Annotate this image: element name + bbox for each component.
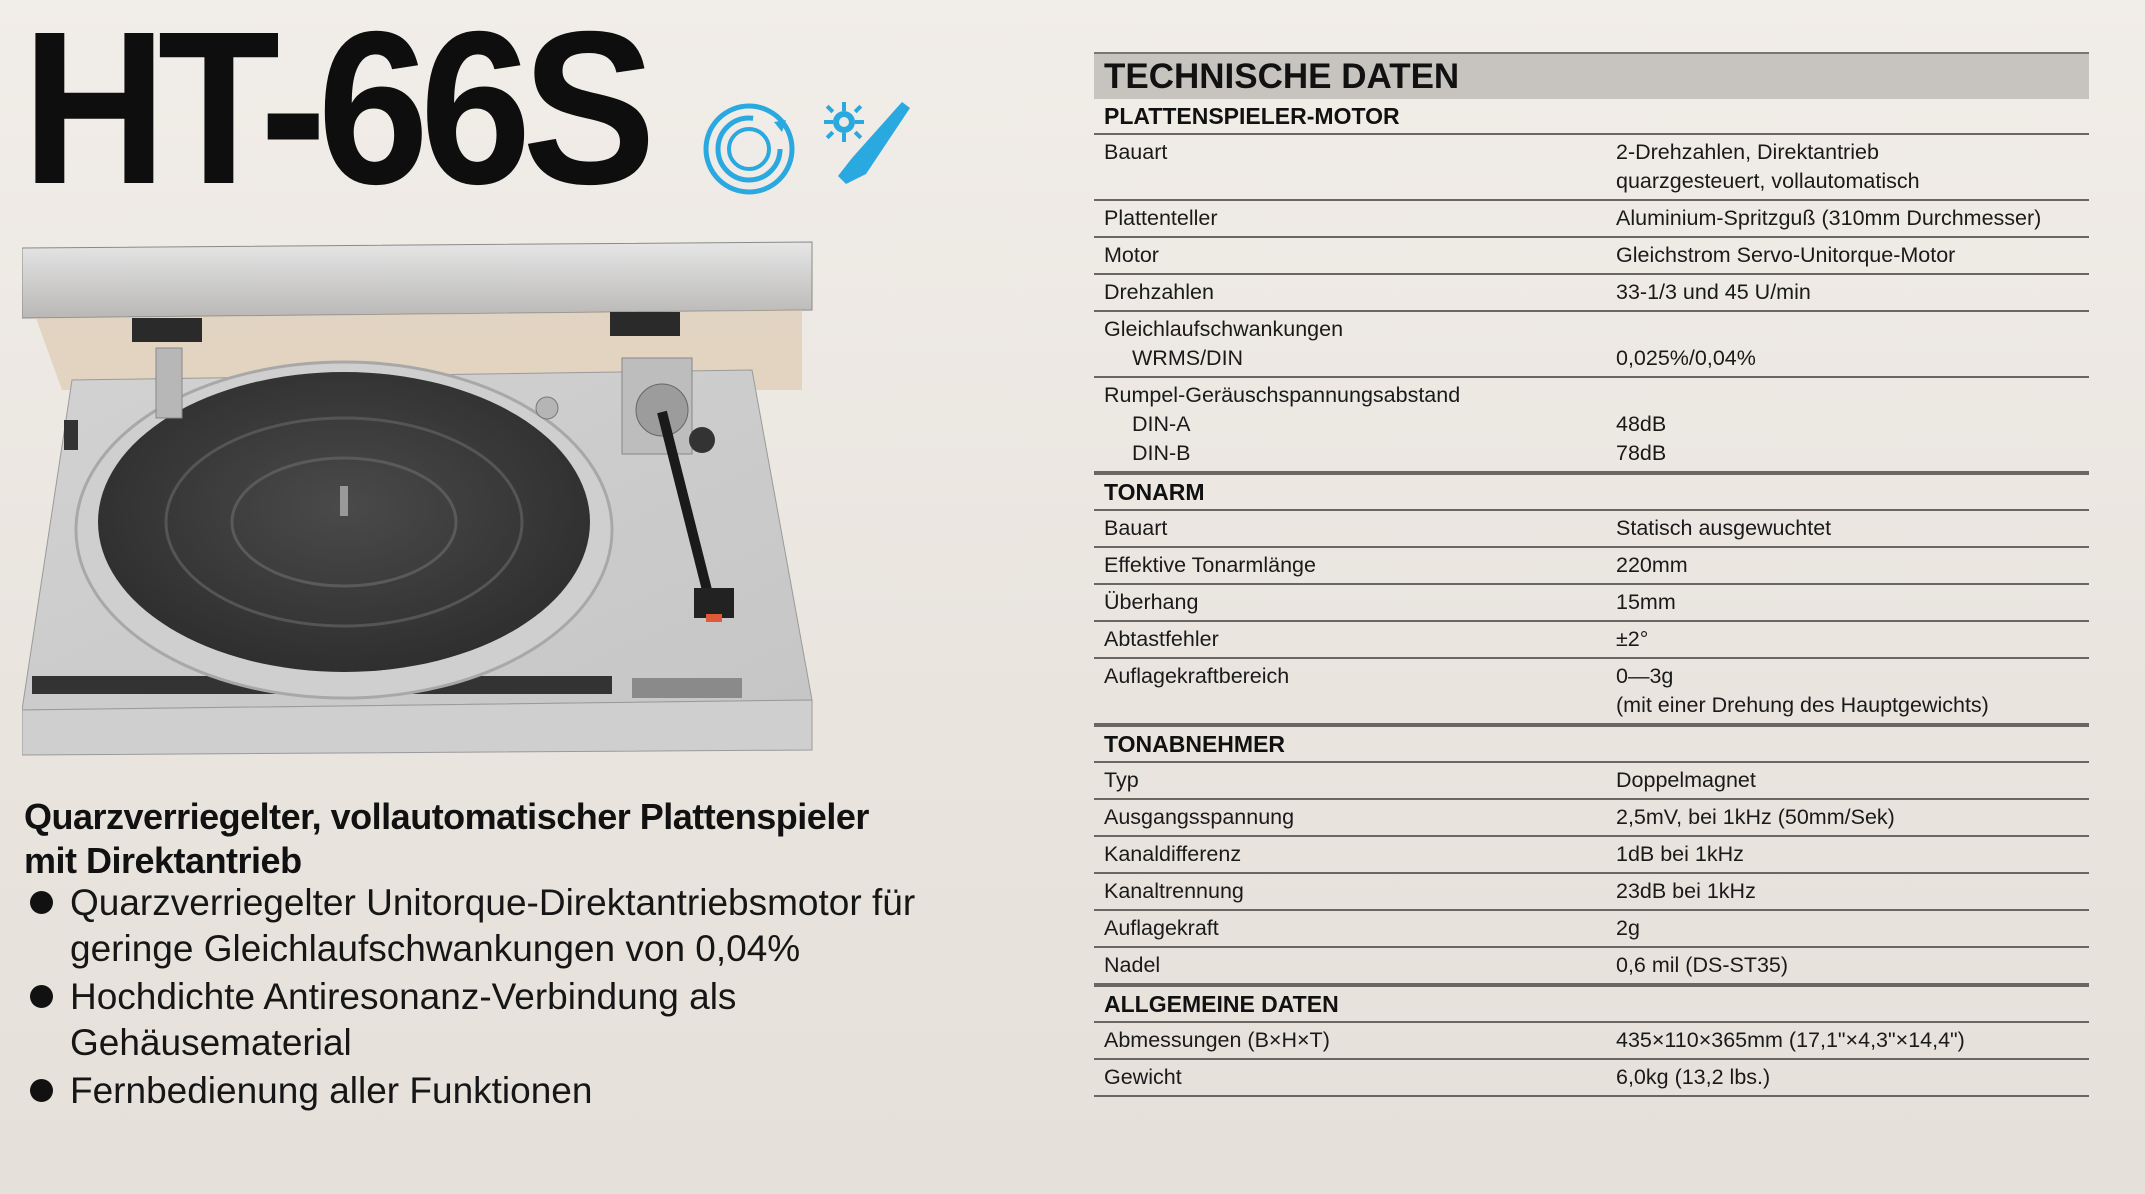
- spec-label: Abtastfehler: [1104, 627, 1219, 651]
- spec-row: [1094, 378, 2089, 473]
- spec-value: Statisch ausgewuchtet: [1616, 516, 1832, 540]
- spec-value: 0—3g: [1616, 664, 1674, 688]
- spec-label: Bauart: [1104, 140, 1168, 164]
- spec-sublabel: DIN-B: [1132, 441, 1191, 465]
- spec-row: [1094, 201, 2089, 238]
- spec-value: 2-Drehzahlen, Direktantrieb: [1616, 140, 1879, 164]
- spec-row: [1094, 1023, 2089, 1060]
- spec-label: Bauart: [1104, 516, 1168, 540]
- spec-value: 33-1/3 und 45 U/min: [1616, 280, 1811, 304]
- spec-value: (mit einer Drehung des Hauptgewichts): [1616, 693, 1989, 717]
- spec-value: 23dB bei 1kHz: [1616, 879, 1756, 903]
- section-heading: TONARM: [1094, 473, 2089, 511]
- feature-text: Gehäusematerial: [70, 1022, 352, 1063]
- spec-label: Nadel: [1104, 953, 1161, 977]
- spec-value: 0,025%/0,04%: [1616, 346, 1756, 370]
- feature-text: Hochdichte Antiresonanz-Verbindung als: [70, 976, 737, 1017]
- spec-label: Überhang: [1104, 590, 1199, 614]
- turntable-photo: [22, 240, 822, 765]
- spec-row: [1094, 548, 2089, 585]
- spec-row: [1094, 874, 2089, 911]
- spec-label: Motor: [1104, 243, 1159, 267]
- spec-value: 6,0kg (13,2 lbs.): [1616, 1065, 1771, 1089]
- product-heading-line-1: Quarzverriegelter, vollautomatischer Plattenspieler: [24, 796, 869, 837]
- spec-table: [1094, 52, 2089, 1097]
- spec-row: [1094, 800, 2089, 837]
- spec-value: ±2°: [1616, 627, 1649, 651]
- spec-body: [1094, 99, 2089, 1097]
- feature-text: geringe Gleichlaufschwankungen von 0,04%: [70, 928, 801, 969]
- product-heading: [24, 795, 1024, 883]
- spec-label: Drehzahlen: [1104, 280, 1214, 304]
- spec-row: [1094, 1060, 2089, 1097]
- spec-value: 48dB: [1616, 412, 1667, 436]
- spec-value: Gleichstrom Servo-Unitorque-Motor: [1616, 243, 1956, 267]
- spec-row: [1094, 622, 2089, 659]
- feature-item: [28, 974, 1068, 1066]
- spec-label: Rumpel-Geräuschspannungsabstand: [1104, 383, 1461, 407]
- spec-row: [1094, 275, 2089, 312]
- spec-label: Effektive Tonarmlänge: [1104, 553, 1316, 577]
- spec-value: 2g: [1616, 916, 1640, 940]
- feature-list: [28, 880, 1068, 1116]
- spec-row: [1094, 135, 2089, 201]
- bullet-icon: [30, 985, 53, 1008]
- spec-row: [1094, 837, 2089, 874]
- spec-row: [1094, 948, 2089, 985]
- spec-value: quarzgesteuert, vollautomatisch: [1616, 169, 1920, 193]
- model-title: HT-66S: [22, 0, 647, 230]
- spec-row: [1094, 659, 2089, 725]
- section-heading: TONABNEHMER: [1094, 725, 2089, 763]
- spec-label: Ausgangsspannung: [1104, 805, 1295, 829]
- spec-label: Gewicht: [1104, 1065, 1182, 1089]
- spec-value: 78dB: [1616, 441, 1667, 465]
- spec-label: Auflagekraft: [1104, 916, 1219, 940]
- spec-value: 435×110×365mm (17,1"×4,3"×14,4"): [1616, 1028, 1965, 1052]
- spec-row: [1094, 585, 2089, 622]
- spec-row: [1094, 511, 2089, 548]
- spec-row: [1094, 763, 2089, 800]
- spec-value: 2,5mV, bei 1kHz (50mm/Sek): [1616, 805, 1895, 829]
- spec-label: Auflagekraftbereich: [1104, 664, 1290, 688]
- spec-label: Kanaltrennung: [1104, 879, 1244, 903]
- bullet-icon: [30, 1079, 53, 1102]
- feature-text: Fernbedienung aller Funktionen: [70, 1070, 593, 1111]
- spec-label: Kanaldifferenz: [1104, 842, 1242, 866]
- spec-value: Doppelmagnet: [1616, 768, 1756, 792]
- feature-item: [28, 1068, 1068, 1114]
- spec-label: Typ: [1104, 768, 1139, 792]
- spec-value: 0,6 mil (DS-ST35): [1616, 953, 1789, 977]
- spec-value: 1dB bei 1kHz: [1616, 842, 1744, 866]
- section-heading: PLATTENSPIELER-MOTOR: [1094, 99, 2089, 135]
- spec-value: 220mm: [1616, 553, 1688, 577]
- spec-label: Plattenteller: [1104, 206, 1218, 230]
- spec-row: [1094, 312, 2089, 378]
- spec-title: TECHNISCHE DATEN: [1094, 52, 2089, 99]
- section-heading: ALLGEMEINE DATEN: [1094, 985, 2089, 1023]
- spec-sublabel: WRMS/DIN: [1132, 346, 1244, 370]
- spec-row: [1094, 238, 2089, 275]
- spec-label: Abmessungen (B×H×T): [1104, 1028, 1330, 1052]
- spec-value: 15mm: [1616, 590, 1676, 614]
- spec-label: Gleichlaufschwankungen: [1104, 317, 1344, 341]
- bullet-icon: [30, 891, 53, 914]
- product-heading-line-2: mit Direktantrieb: [24, 840, 302, 881]
- spec-value: Aluminium-Spritzguß (310mm Durchmesser): [1616, 206, 2042, 230]
- spec-sublabel: DIN-A: [1132, 412, 1191, 436]
- spec-row: [1094, 911, 2089, 948]
- auto-tonearm-icon: [822, 96, 914, 188]
- feature-text: Quarzverriegelter Unitorque-Direktantriebsmotor für: [70, 882, 916, 923]
- feature-item: [28, 880, 1068, 972]
- quartz-lock-icon: [700, 100, 798, 198]
